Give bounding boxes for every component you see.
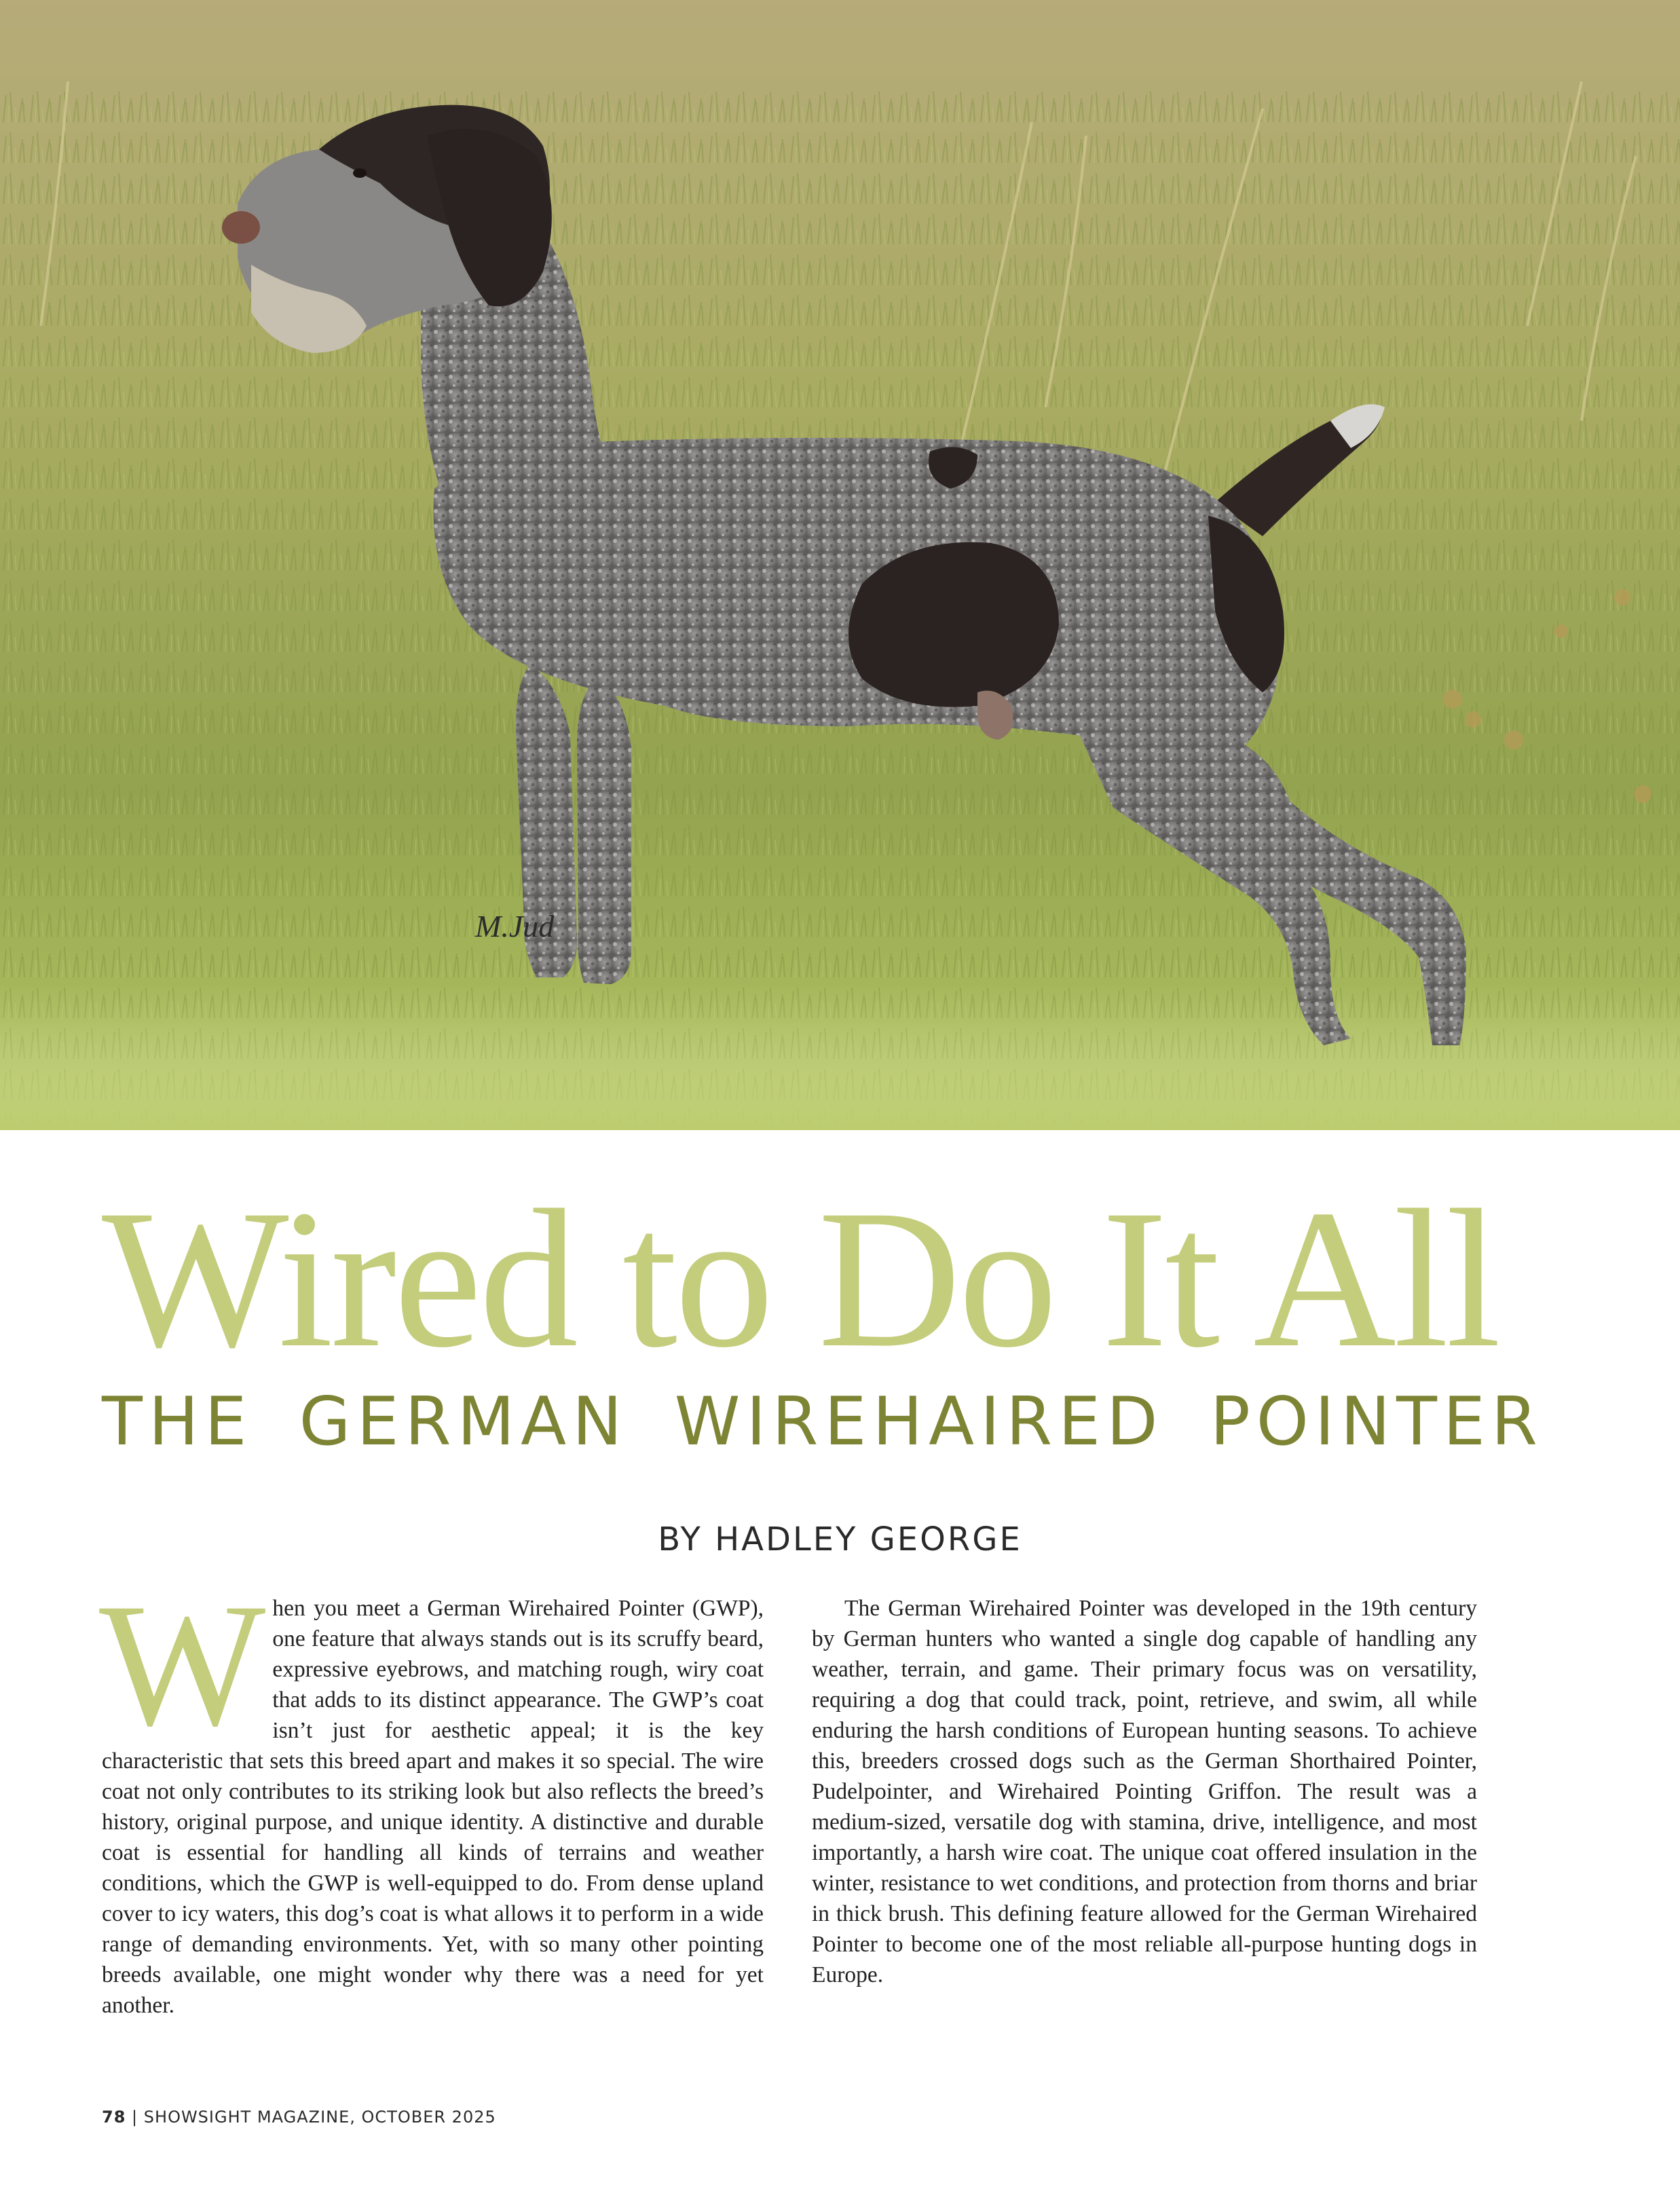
- column-right-text: The German Wirehaired Pointer was developed in the 19th century by German hunters who wanted a single dog capable of handling any weather, terrain, and game. Their primary focus was on versatility, requiring a dog that could track, point, retrieve, and swim, all while enduring the harsh conditions of European hunting seasons. To achieve this, breeders crossed dogs such as the German Shorthaired Pointer, Pudelpointer, and Wirehaired Pointing Griffon. The result was a medium-sized, versatile dog with stamina, drive, intelligence, and most importantly, a harsh wire coat. The unique coat offered insulation in the winter, resistance to wet conditions, and protection from thorns and briar in thick brush. This defining feature allowed for the German Wirehaired Pointer to become one of the most reliable all-purpose hunting dogs in Europe.: [812, 1596, 1477, 1987]
- page-footer: [102, 2108, 496, 2127]
- article-subtitle: THE GERMAN WIREHAIRED POINTER: [102, 1383, 1544, 1461]
- publication-name: SHOWSIGHT MAGAZINE, OCTOBER 2025: [143, 2108, 496, 2127]
- article-column-left: [99, 1567, 764, 2021]
- article-title: Wired to Do It All: [102, 1170, 1499, 1389]
- page-number: 78: [102, 2108, 126, 2127]
- drop-cap: W: [99, 1567, 266, 1763]
- author-byline: BY HADLEY GEORGE: [658, 1520, 1022, 1558]
- photographer-signature: M.Jud: [475, 909, 555, 943]
- column-left-text: hen you meet a German Wirehaired Pointer (GWP), one feature that always stands out is its scruffy beard, expressive eyebrows, and matching rough, wiry coat that adds to its distinct appearance. The GWP’s coat isn’t just for aesthetic appeal; it is the key characteristic that sets this breed apart and makes it so special. The wire coat not only contributes to its striking look but also reflects the breed’s history, original purpose, and unique identity. A distinctive and durable coat is essential for handling all kinds of terrains and weather conditions, which the GWP is well-equipped to do. From dense upland cover to icy waters, this dog’s coat is what allows it to perform in a wide range of demanding environments. Yet, with so many other pointing breeds available, one might wonder why there was a need for yet another.: [102, 1596, 764, 2018]
- article-column-right: [812, 1593, 1477, 1990]
- footer-separator: |: [132, 2108, 138, 2127]
